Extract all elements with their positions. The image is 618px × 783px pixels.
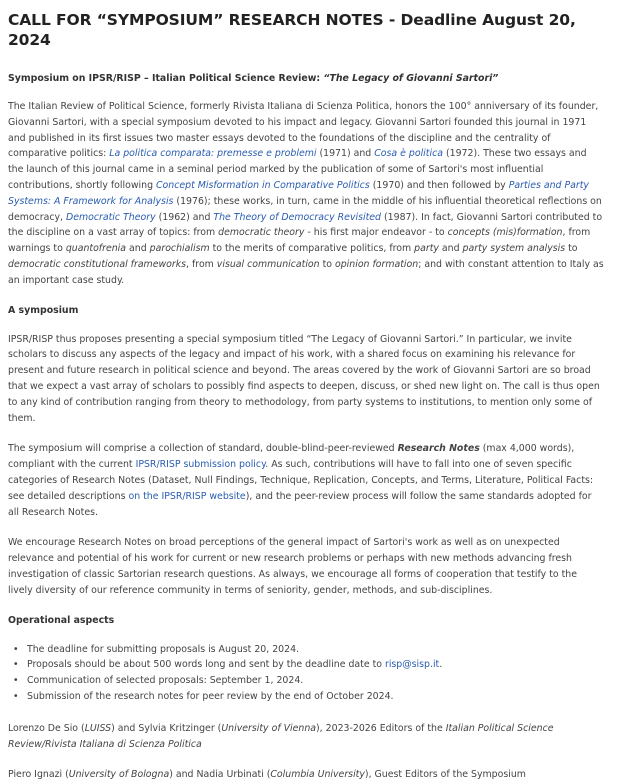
section-heading-operational: Operational aspects xyxy=(8,614,115,626)
bullet-icon: • xyxy=(13,643,19,655)
link-submission-policy[interactable]: IPSR/RISP submission policy xyxy=(135,459,266,471)
bullet-icon: • xyxy=(13,659,19,671)
subtitle: Symposium on IPSR/RISP – Italian Political Science Review: “The Legacy of Giovanni Sartori” xyxy=(8,73,499,84)
list-item: • Communication of selected proposals: September 1, 2024. xyxy=(27,673,604,689)
intro-paragraph: The Italian Review of Political Science, formerly Rivista Italiana di Scienza Politica, honors the 100° anniversary of its founder, Giovanni Sartori, with a special symposium devoted to his impact and legacy. Giovanni Sartori founded this journal in 1971 and published in its first issues two master essays devoted to the foundations of the discipline and the centrality of comparative politics: La politica comparata: premesse e problemi (1971) and Cosa è politica (1972). These two essays and the launch of this journal came in a seminal period marked by the publication of some of Sartori's most influential contributions, shortly following Concept Misformation in Comparative Politics (1970) and then followed by Parties and Party Systems: A Framework for Analysis (1976); these works, in turn, came in the middle of his influential theoretical reflections on democracy, Democratic Theory (1962) and The Theory of Democracy Revisited (1987). In fact, Giovanni Sartori contributed to the discipline on a vast array of topics: from democratic theory - his first major endeavor - to concepts (mis)formation, from warnings to quantofrenia and parochialism to the merits of comparative politics, from party and party system analysis to democratic constitutional frameworks, from visual communication to opinion formation; and with constant attention to Italy as an important case study. xyxy=(8,101,604,286)
guest-editors-line: Piero Ignazi (University of Bologna) and Nadia Urbinati (Columbia University), Guest Editors of the Symposium xyxy=(8,769,526,781)
list-item: • Submission of the research notes for peer review by the end of October 2024. xyxy=(27,689,604,705)
section-heading-symposium: A symposium xyxy=(8,304,79,316)
link-democratic-theory[interactable]: Democratic Theory xyxy=(66,211,156,223)
editors-line: Lorenzo De Sio (LUISS) and Sylvia Kritzinger (University of Vienna), 2023-2026 Editors of the Italian Political Science Review/Rivista Italiana di Scienza Politica xyxy=(8,722,554,750)
email-link[interactable]: risp@sisp.it xyxy=(384,659,440,671)
link-politica-comparata[interactable]: La politica comparata: premesse e problemi xyxy=(109,148,317,160)
page-title: CALL FOR “SYMPOSIUM” RESEARCH NOTES - Deadline August 20, 2024 xyxy=(8,11,576,49)
operational-list xyxy=(8,642,604,705)
bullet-icon: • xyxy=(13,675,19,687)
subtitle-italic: “The Legacy of Giovanni Sartori” xyxy=(323,73,499,84)
link-cosa-e-politica[interactable]: Cosa è politica xyxy=(374,148,443,160)
link-concept-misformation[interactable]: Concept Misformation in Comparative Politics xyxy=(156,179,370,191)
research-notes-paragraph: The symposium will comprise a collection of standard, double-blind-peer-reviewed Research Notes (max 4,000 words), compliant with the current IPSR/RISP submission policy. As such, contributions will have to fall into one of seven specific categories of Research Notes (Dataset, Null Findings, Technique, Replication, Concepts, and Terms, Literature, Political Facts: see detailed descriptions on the IPSR/RISP website), and the peer-review process will follow the same standards adopted for all Research Notes. xyxy=(8,443,594,518)
list-item: • The deadline for submitting proposals is August 20, 2024. xyxy=(27,642,604,658)
list-item: • Proposals should be about 500 words long and sent by the deadline date to risp@sisp.it. xyxy=(27,657,604,673)
bullet-icon: • xyxy=(13,690,19,702)
link-parties-party-systems[interactable]: Parties and Party Systems: A Framework for Analysis xyxy=(8,179,589,207)
link-ipsr-website[interactable]: on the IPSR/RISP website xyxy=(128,490,246,502)
encourage-paragraph: We encourage Research Notes on broad perceptions of the general impact of Sartori's work as well as on unexpected relevance and potential of his work for current or new research problems or perhaps with new methods advancing fresh investigation of classic Sartorian research questions. As always, we encourage all forms of cooperation that testify to the lively diversity of our reference community in terms of seniority, gender, methods, and sub-disciplines. xyxy=(8,537,577,596)
symposium-paragraph: IPSR/RISP thus proposes presenting a special symposium titled “The Legacy of Giovanni Sartori.” In particular, we invite scholars to discuss any aspects of the legacy and impact of his work, with a shared focus on examining his relevance for present and future research in political science and beyond. The areas covered by the work of Giovanni Sartori are so broad that we expect a vast array of scholars to possibly find aspects to deepen, discuss, or shed new light on. The call is thus open to any kind of contribution ranging from theory to methodology, from party systems to institutions, to mention only some of them. xyxy=(8,333,600,424)
link-theory-democracy-revisited[interactable]: The Theory of Democracy Revisited xyxy=(213,211,381,223)
